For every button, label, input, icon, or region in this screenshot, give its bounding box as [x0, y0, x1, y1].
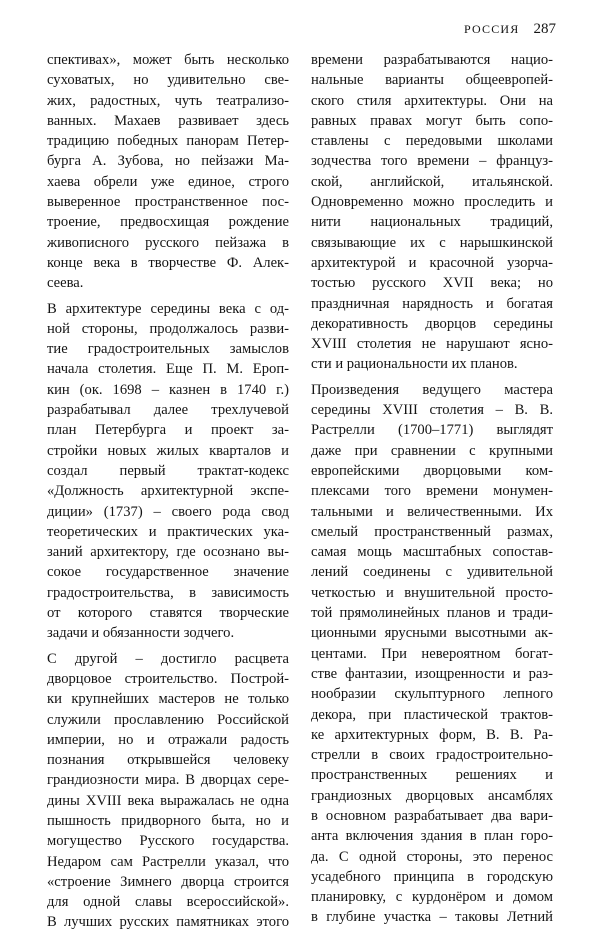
text-line: Растрелли (1700–1771) выглядят	[311, 422, 553, 439]
text-line: времени разрабатываются нацио-	[311, 52, 553, 68]
text-line: начала столетия. Еще П. М. Ероп-	[47, 361, 289, 378]
text-line: архитектурой и красочной узорча-	[311, 254, 553, 271]
text-line: могущество Русского государства.	[47, 833, 289, 850]
text-line: «Должность архитектурной экспе-	[47, 483, 289, 500]
text-line: ванных. Махаев развивает здесь	[47, 112, 289, 129]
text-line: декора, при пластической трактов-	[311, 706, 553, 723]
text-line: тие градостроительных замыслов	[47, 341, 289, 358]
text-line: традицию победных панорам Петер-	[47, 133, 289, 150]
text-line: да. С одной стороны, это перенос	[311, 848, 553, 865]
text-line: декоративность дворцов середины	[311, 315, 553, 332]
text-line: дины XVIII века выражалась не одна	[47, 792, 289, 809]
running-head	[464, 21, 556, 38]
text-line: лений соединены с удивительной	[311, 564, 553, 581]
section-title: РОССИЯ	[463, 22, 520, 36]
text-line: четкостью и внушительной просто-	[311, 584, 553, 601]
paragraph	[47, 649, 289, 933]
text-line: самая мощь масштабных сопостав-	[311, 544, 553, 561]
text-line: С другой – достигло расцвета	[47, 650, 289, 667]
page-number: 287	[533, 21, 556, 37]
text-line: ставлены с передовыми школами	[311, 133, 553, 150]
text-line: конце века в творчестве Ф. Алек-	[47, 254, 289, 271]
text-line: тальными и величественными. Их	[311, 503, 553, 520]
text-line: разрабатывал далее трехлучевой	[47, 402, 289, 419]
text-line: середины XVIII столетия – В. В.	[311, 402, 553, 419]
text-line: сти и рациональности их планов.	[311, 356, 518, 373]
text-line: той прямолинейных планов и тради-	[311, 605, 553, 622]
text-line: дворцовое строительство. Построй-	[47, 670, 289, 687]
text-line: В лучших русских памятниках этого	[47, 914, 289, 931]
paragraph	[47, 50, 289, 294]
text-line: грандиозных дворцовых ансамблях	[311, 787, 553, 804]
text-line: анта включения здания в план горо-	[311, 828, 553, 845]
paragraph	[311, 50, 553, 375]
text-line: задачи и обязанности зодчего.	[47, 625, 235, 642]
text-line: В архитектуре середины века с од-	[47, 300, 289, 317]
text-line: ной стороны, продолжалось разви-	[47, 320, 289, 337]
text-line: грандиозности мира. В дворцах сере-	[47, 772, 289, 789]
text-line: стве фантазии, изощренности и раз-	[311, 665, 553, 682]
text-line: бурга А. Зубова, но пейзажи Ма-	[47, 153, 289, 170]
text-line: усадебного принципа в городскую	[311, 868, 553, 885]
text-line: тостью русского XVII века; но	[311, 275, 553, 292]
text-line: связывающие их с нарышкинской	[311, 234, 553, 251]
left-column	[47, 50, 289, 933]
text-line: ской, английской, итальянской.	[311, 173, 553, 190]
text-line: кин (ок. 1698 – казнен в 1740 г.)	[47, 381, 289, 398]
text-line: ке архитектурных форм, В. В. Ра-	[311, 726, 553, 743]
text-line: сокое государственное значение	[47, 564, 289, 581]
text-line: Произведения ведущего мастера	[311, 381, 553, 398]
text-line: стройки новых жилых кварталов и	[47, 442, 289, 459]
text-line: диции» (1737) – своего рода свод	[47, 503, 289, 520]
text-line: живописного русского пейзажа в	[47, 234, 289, 251]
text-line: зодчества того времени – француз-	[311, 153, 553, 170]
text-line: центами. При невероятном богат-	[311, 645, 553, 662]
text-line: «строение Зимнего дворца строится	[47, 873, 289, 890]
text-line: ки крупнейших мастеров не только	[47, 691, 289, 708]
text-line: стрелли в своих градостроительно-	[311, 747, 553, 764]
text-line: троение, предвосхищая рождение	[47, 214, 289, 231]
text-line: в основном разрабатывает два вари-	[311, 807, 553, 824]
text-line: равных правах могут быть сопо-	[311, 112, 553, 129]
text-line: суховатых, но удивительно све-	[47, 72, 289, 89]
right-column	[311, 50, 553, 928]
text-line: пространственных решениях и	[311, 767, 553, 784]
text-line: праздничная нарядность и богатая	[311, 295, 553, 312]
text-line: градостроительства, в зависимость	[47, 584, 289, 601]
text-line: от которого ставятся творческие	[47, 605, 289, 622]
text-line: спективах», может быть несколько	[47, 52, 289, 68]
text-line: смелый пространственный размах,	[311, 523, 553, 540]
text-line: в глубине участка – таковы Летний	[311, 909, 553, 926]
text-line: план Петербурга и проект за-	[47, 422, 289, 439]
text-line: империи, но и отражали радость	[47, 731, 289, 748]
text-line: нообразии скульптурного лепного	[311, 686, 553, 703]
text-line: теоретических и практических ука-	[47, 523, 289, 540]
paragraph	[47, 299, 289, 644]
text-line: нити национальных традиций,	[311, 214, 553, 231]
text-line: Одновременно можно проследить и	[311, 194, 553, 211]
text-line: хаева обрели уже единое, строго	[47, 173, 289, 190]
text-line: служили прославлению Российской	[47, 711, 289, 728]
text-line: ского стиля архитектуры. Они на	[311, 92, 553, 109]
text-line: XVIII столетия не нарушают ясно-	[311, 336, 553, 353]
text-line: Недаром сам Растрелли указал, что	[47, 853, 289, 870]
text-line: выверенное пространственное пос-	[47, 194, 289, 211]
text-line: создал первый трактат-кодекс	[47, 462, 289, 479]
text-line: нальные варианты общеевропей-	[311, 72, 553, 89]
text-line: даже при сравнении с крупными	[311, 442, 553, 459]
text-line: планировку, с курдонёром и домом	[311, 889, 553, 906]
text-line: плексами того времени монумен-	[311, 483, 553, 500]
text-line: ционными ярусными высотными ак-	[311, 625, 553, 642]
text-line: познания открывшейся человеку	[47, 752, 289, 769]
text-line: сеева.	[47, 275, 84, 292]
text-line: для одной славы всероссийской».	[47, 894, 289, 911]
paragraph	[311, 380, 553, 928]
text-line: пышность придворного быта, но и	[47, 812, 289, 829]
text-line: жих, радостных, чуть театрализо-	[47, 92, 289, 109]
text-line: заний архитектору, где осознано вы-	[47, 544, 289, 561]
text-line: европейскими дворцовыми ком-	[311, 462, 553, 479]
